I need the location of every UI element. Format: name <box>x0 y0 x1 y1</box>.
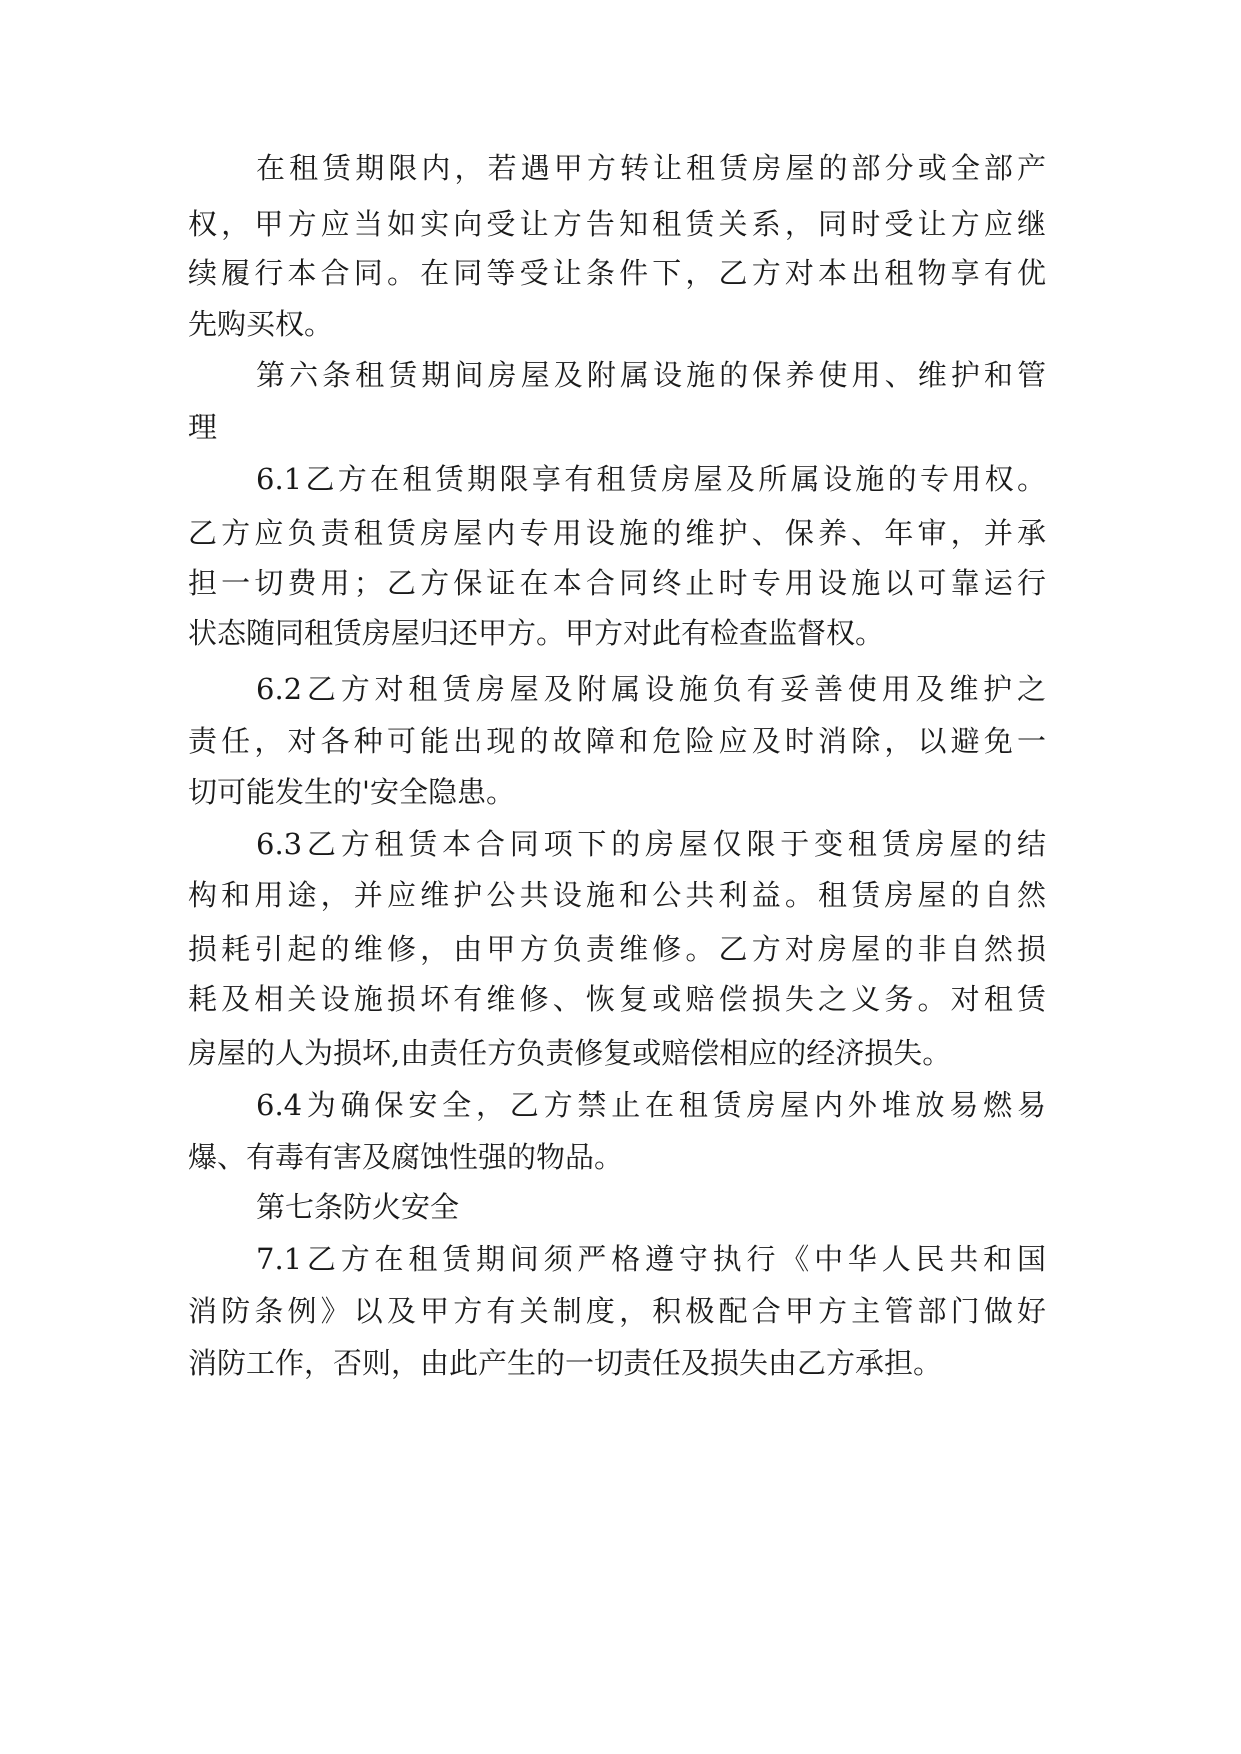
clause-line: 6.1乙方在租赁期限享有租赁房屋及所属设施的专用权。 <box>256 462 1046 496</box>
paragraph-line: 损耗引起的维修，由甲方负责维修。乙方对房屋的非自然损 <box>188 932 1046 966</box>
section-heading: 第七条防火安全 <box>256 1190 460 1224</box>
paragraph-line: 权，甲方应当如实向受让方告知租赁关系，同时受让方应继 <box>188 207 1046 241</box>
paragraph-line: 在租赁期限内，若遇甲方转让租赁房屋的部分或全部产 <box>256 151 1046 185</box>
clause-line: 7.1乙方在租赁期间须严格遵守执行《中华人民共和国 <box>256 1242 1046 1276</box>
paragraph-line: 耗及相关设施损坏有维修、恢复或赔偿损失之义务。对租赁 <box>188 982 1046 1016</box>
paragraph-line: 续履行本合同。在同等受让条件下，乙方对本出租物享有优 <box>188 256 1046 290</box>
paragraph-line: 房屋的人为损坏,由责任方负责修复或赔偿相应的经济损失。 <box>188 1036 952 1070</box>
section-heading: 第六条租赁期间房屋及附属设施的保养使用、维护和管 <box>256 358 1046 392</box>
paragraph-line: 消防工作，否则，由此产生的一切责任及损失由乙方承担。 <box>188 1346 943 1380</box>
paragraph-line: 状态随同租赁房屋归还甲方。甲方对此有检查监督权。 <box>188 616 885 650</box>
section-heading: 理 <box>188 410 218 444</box>
paragraph-line: 责任，对各种可能出现的故障和危险应及时消除，以避免一 <box>188 724 1046 758</box>
clause-line: 6.3乙方租赁本合同项下的房屋仅限于变租赁房屋的结 <box>256 827 1046 861</box>
paragraph-line: 切可能发生的'安全隐患。 <box>188 775 515 809</box>
paragraph-line: 担一切费用；乙方保证在本合同终止时专用设施以可靠运行 <box>188 566 1046 600</box>
paragraph-line: 消防条例》以及甲方有关制度，积极配合甲方主管部门做好 <box>188 1294 1046 1328</box>
paragraph-line: 先购买权。 <box>188 307 334 341</box>
clause-line: 6.2乙方对租赁房屋及附属设施负有妥善使用及维护之 <box>256 672 1046 706</box>
paragraph-line: 爆、有毒有害及腐蚀性强的物品。 <box>188 1140 624 1174</box>
clause-line: 6.4为确保安全，乙方禁止在租赁房屋内外堆放易燃易 <box>256 1088 1046 1122</box>
paragraph-line: 构和用途，并应维护公共设施和公共利益。租赁房屋的自然 <box>188 878 1046 912</box>
paragraph-line: 乙方应负责租赁房屋内专用设施的维护、保养、年审，并承 <box>188 516 1046 550</box>
document-page <box>188 0 1046 1754</box>
